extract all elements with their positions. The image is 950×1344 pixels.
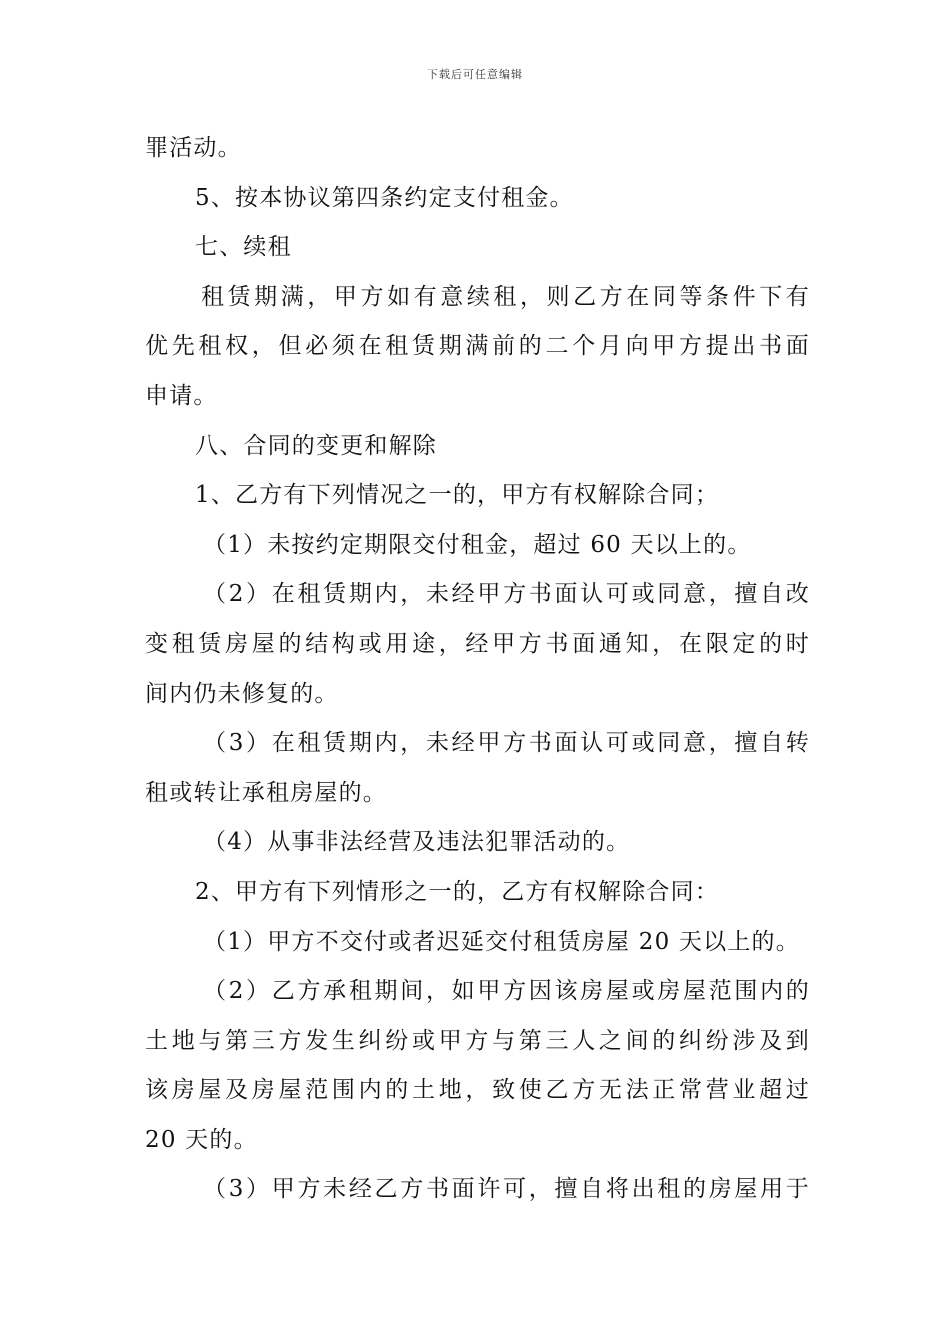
text-line: 2、甲方有下列情形之一的，乙方有权解除合同： (195, 878, 720, 905)
text-line: 优先租权，但必须在租赁期满前的二个月向甲方提出书面 (145, 333, 810, 360)
text-line: 租赁期满，甲方如有意续租，则乙方在同等条件下有 (201, 283, 810, 310)
text-line: 1、乙方有下列情况之一的，甲方有权解除合同； (195, 482, 720, 509)
section-heading-renewal: 七、续租 (195, 234, 292, 261)
text-line: （4）从事非法经营及违法犯罪活动的。 (203, 829, 631, 856)
text-line: （2）在租赁期内，未经甲方书面认可或同意，擅自改 (203, 581, 810, 608)
text-line: 变租赁房屋的结构或用途，经甲方书面通知，在限定的时 (145, 630, 810, 657)
text-line: （3）甲方未经乙方书面许可，擅自将出租的房屋用于 (203, 1176, 810, 1203)
text-line: 土地与第三方发生纠纷或甲方与第三人之间的纠纷涉及到 (145, 1027, 810, 1054)
text-line: 间内仍未修复的。 (145, 680, 339, 707)
text-line: 罪活动。 (145, 135, 242, 161)
text-line: 租或转让承租房屋的。 (145, 779, 387, 806)
text-line: 20 天的。 (145, 1126, 258, 1153)
text-line: 该房屋及房屋范围内的土地，致使乙方无法正常营业超过 (145, 1077, 810, 1104)
text-line: 申请。 (145, 382, 218, 409)
text-line: （1）未按约定期限交付租金，超过 60 天以上的。 (203, 531, 752, 558)
page-header: 下载后可任意编辑 (427, 68, 523, 81)
document-body (145, 124, 810, 1215)
section-heading-change-termination: 八、合同的变更和解除 (195, 432, 437, 459)
text-line: （2）乙方承租期间，如甲方因该房屋或房屋范围内的 (203, 978, 810, 1005)
text-line: （1）甲方不交付或者迟延交付租赁房屋 20 天以上的。 (203, 928, 800, 955)
text-line: 5、按本协议第四条约定支付租金。 (195, 184, 574, 211)
text-line: （3）在租赁期内，未经甲方书面认可或同意，擅自转 (203, 730, 810, 757)
